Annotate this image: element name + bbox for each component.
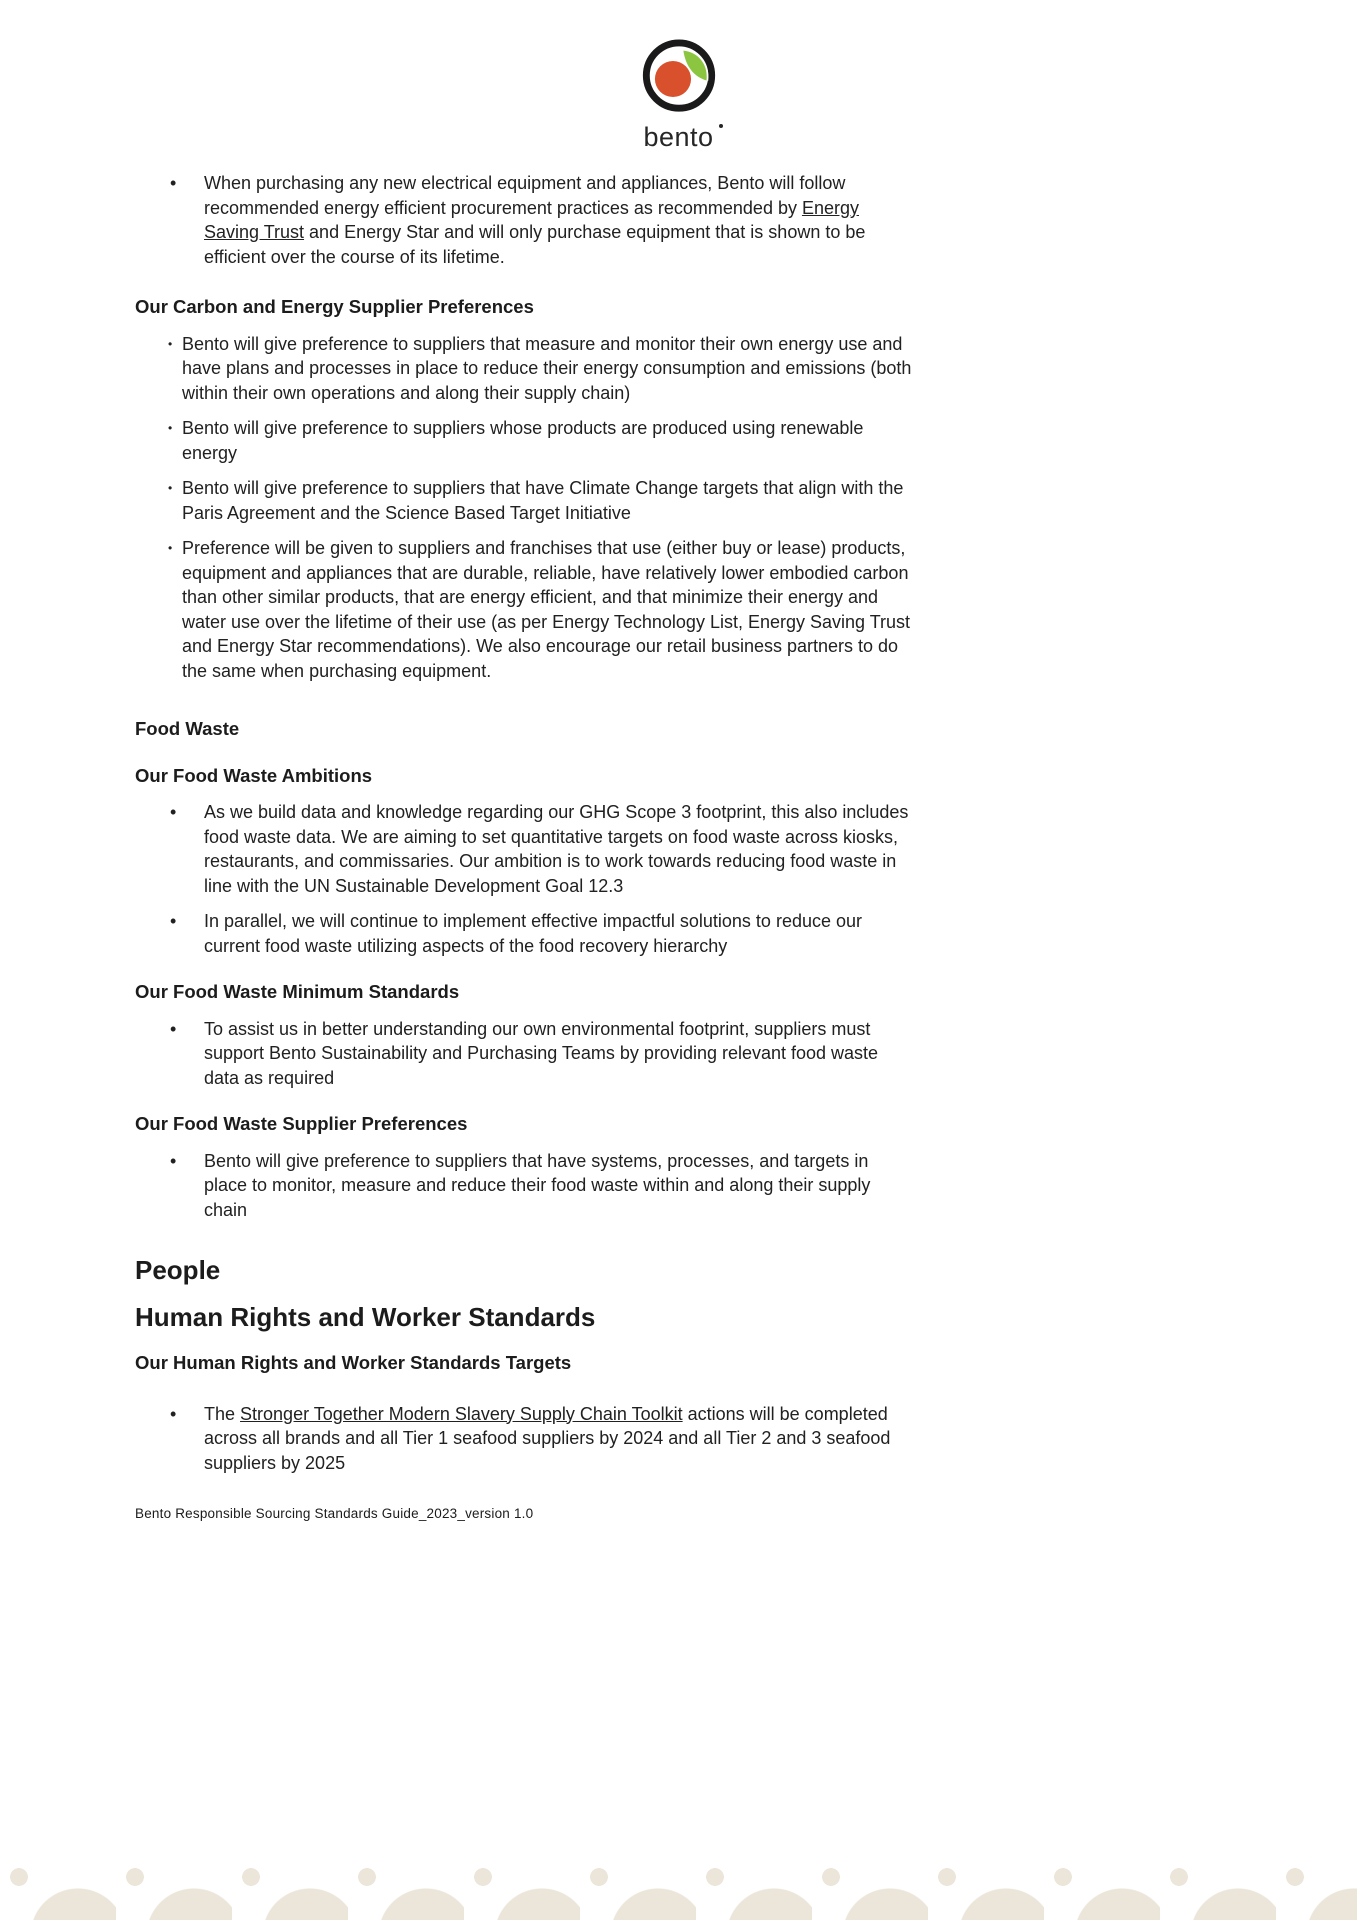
bullet-text-segment: actions will be completed across all brands and all Tier 1 seafood suppliers by 2024 and all Tier 2 and 3 seafood suppliers by 2025: [204, 1403, 891, 1473]
heading-food-waste-minimum-standards: Our Food Waste Minimum Standards: [135, 981, 460, 1002]
bullet-text: To assist us in better understanding our own environmental footprint, suppliers must support Bento Sustainability and Purchasing Teams by providing relevant food waste data as required: [204, 1018, 879, 1088]
heading-carbon-energy-supplier-preferences: Our Carbon and Energy Supplier Preferences: [135, 296, 534, 317]
bullet-marker: [135, 1017, 204, 1091]
bullet-text: [204, 1402, 915, 1476]
document-content: [135, 171, 915, 1475]
bullet-marker: [135, 332, 182, 406]
bullet-text: Preference will be given to suppliers and franchises that use (either buy or lease) products, equipment and appliances that are durable, reliable, have relatively lower embodied carbon than other similar products, that are energy efficient, and that minimize their energy and water use over the lifetime of their use (as per Energy Technology List, Energy Saving Trust and Energy Star recommendations). We also encourage our retail business partners to do the same when purchasing equipment.: [182, 538, 911, 681]
bento-logo-icon: [631, 36, 727, 122]
bullet-item-ambitions-1: [135, 800, 915, 898]
heading-food-waste: Food Waste: [135, 718, 240, 739]
brand-name-text: bento: [643, 122, 714, 152]
bullet-marker: [135, 171, 204, 269]
heading-human-rights-targets: Our Human Rights and Worker Standards Targets: [135, 1352, 572, 1373]
heading-people: People: [135, 1255, 221, 1285]
bullet-text-segment: When purchasing any new electrical equipment and appliances, Bento will follow recommended energy efficient procurement practices as recommended by: [204, 173, 846, 218]
heading-food-waste-supplier-preferences: Our Food Waste Supplier Preferences: [135, 1113, 468, 1134]
logo: [0, 0, 1357, 153]
brand-name: [643, 122, 713, 153]
bullet-item-supplier-prefs-1: [135, 1149, 915, 1223]
bullet-text: As we build data and knowledge regarding our GHG Scope 3 footprint, this also includes food waste data. We are aiming to set quantitative targets on food waste across kiosks, restaurants, and commissaries. Our ambition is to work towards reducing food waste in line with the UN Sustainable Development Goal 12.3: [204, 802, 909, 896]
stronger-together-toolkit-link[interactable]: Stronger Together Modern Slavery Supply Chain Toolkit: [240, 1403, 683, 1424]
bullet-text-segment: The: [204, 1403, 241, 1424]
heading-human-rights-worker-standards: Human Rights and Worker Standards: [135, 1301, 596, 1332]
bullet-item-carbon-2: [135, 416, 915, 465]
bullet-text: In parallel, we will continue to implement effective impactful solutions to reduce our current food waste utilizing aspects of the food recovery hierarchy: [204, 911, 863, 956]
bullet-item-energy-procurement: [135, 171, 915, 269]
bullet-marker: [135, 800, 204, 898]
bullet-marker: [135, 909, 204, 958]
bullet-text: Bento will give preference to suppliers that have Climate Change targets that align with the Paris Agreement and the Science Based Target Initiative: [182, 478, 904, 523]
bullet-item-ambitions-2: [135, 909, 915, 958]
bullet-marker: [135, 476, 182, 525]
bullet-text: Bento will give preference to suppliers that measure and monitor their own energy use and have plans and processes in place to reduce their energy consumption and emissions (both within their own operations and along their supply chain): [182, 333, 912, 403]
bullet-text-segment: and Energy Star and will only purchase equipment that is shown to be efficient over the course of its lifetime.: [204, 222, 866, 267]
bullet-item-carbon-4: [135, 536, 915, 683]
bullet-item-targets-1: [135, 1402, 915, 1476]
bullet-marker: [135, 1149, 204, 1223]
bullet-item-carbon-3: [135, 476, 915, 525]
bullet-text: [204, 171, 915, 269]
scalloped-border-decoration: [0, 1856, 1357, 1920]
energy-saving-trust-link[interactable]: Energy Saving Trust: [204, 197, 860, 242]
trademark-dot: [719, 124, 723, 128]
bullet-text: Bento will give preference to suppliers whose products are produced using renewable energy: [182, 418, 864, 463]
bullet-item-minimum-1: [135, 1017, 915, 1091]
bullet-text: Bento will give preference to suppliers that have systems, processes, and targets in place to monitor, measure and reduce their food waste within and along their supply chain: [204, 1150, 871, 1220]
bullet-marker: [135, 536, 182, 683]
heading-food-waste-ambitions: Our Food Waste Ambitions: [135, 764, 373, 786]
bullet-item-carbon-1: [135, 332, 915, 406]
document-footer: Bento Responsible Sourcing Standards Guide_2023_version 1.0: [135, 1506, 534, 1521]
bullet-marker: [135, 1402, 204, 1476]
bullet-marker: [135, 416, 182, 465]
